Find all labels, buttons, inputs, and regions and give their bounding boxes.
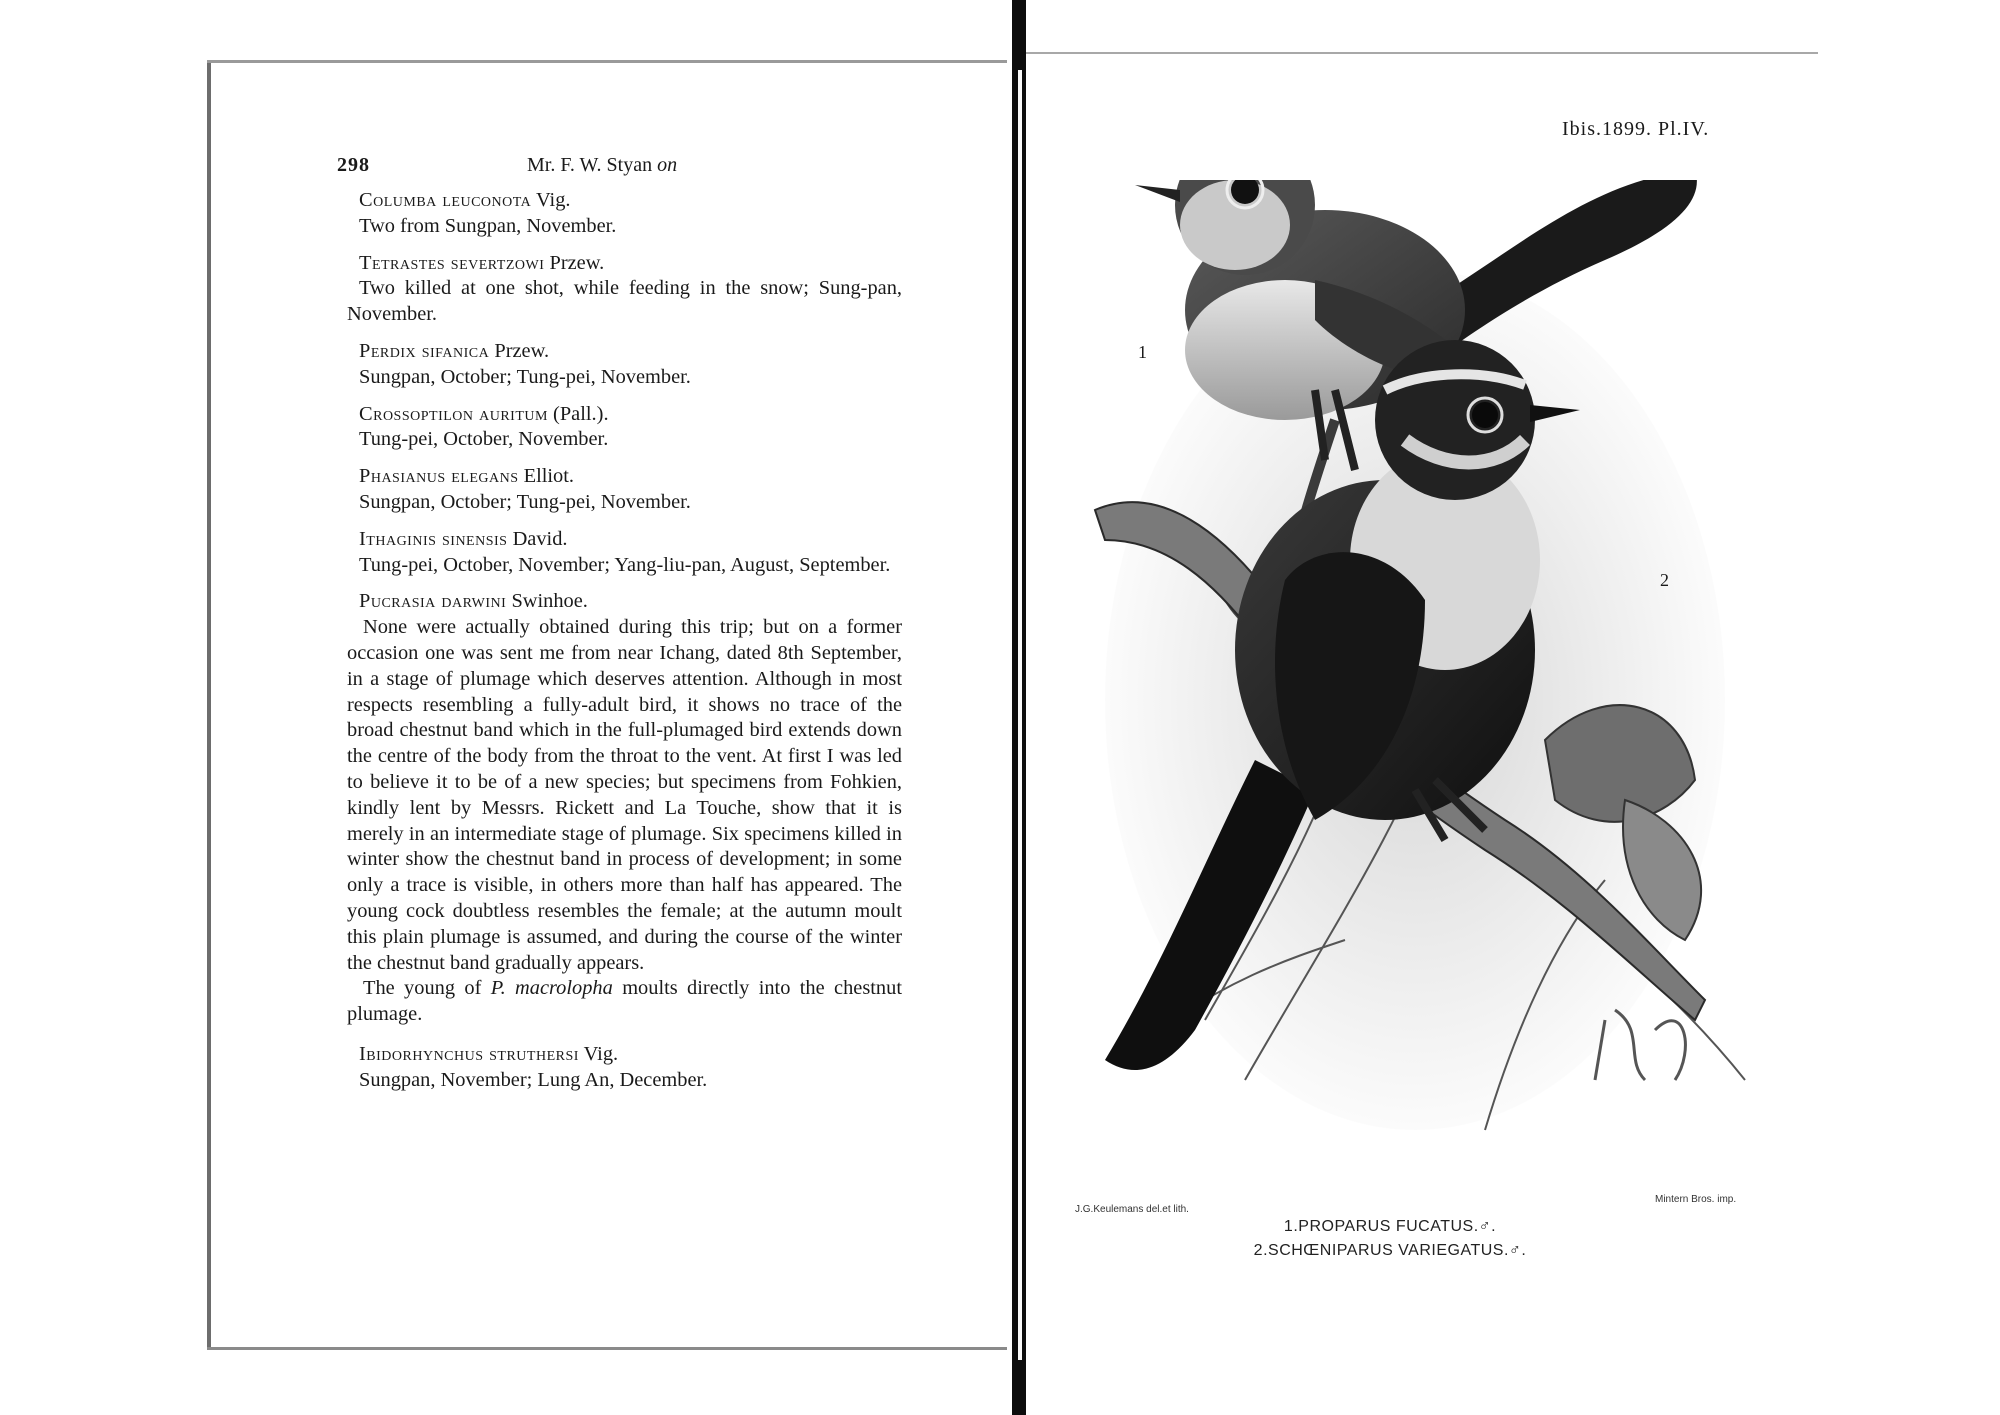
para-italic-species: P. macrolopha (490, 977, 613, 1000)
running-head (337, 154, 927, 184)
species-name: Pucrasia darwini (359, 590, 507, 613)
right-page-top-edge (1026, 52, 1818, 54)
species-entry (347, 188, 902, 240)
bird-2-head (1375, 340, 1535, 500)
species-heading (359, 402, 902, 428)
pucrasia-paragraph: None were actually obtained during this trip; but on a former occasion one was sent me from near Ichang, dated 8th September, in a stage of plumage which deserves attention. Although in most respects resembling a fully-adult bird, it shows no trace of the broad chestnut band which in the full-plumaged bird extends down the centre of the body from the throat to the vent. At first I was led to believe it to be of a new species; but specimens from Fohkien, kindly lent by Messrs. Rickett and La Touche, show that it is merely in an intermediate stage of plumage. Six specimens killed in winter show the chestnut band in process of development; in some only a trace is visible, in others more than half has appeared. The young cock doubtless resembles the female; at the autumn moult this plain plumage is assumed, and during the course of the winter the chestnut band gradually appears. (347, 616, 902, 974)
running-title (527, 154, 677, 177)
species-entry (347, 339, 902, 391)
species-heading (359, 464, 902, 490)
species-record: Two killed at one shot, while feeding in the snow; Sung-pan, November. (347, 277, 902, 326)
species-entry (347, 1042, 902, 1094)
spine-gutter (1018, 70, 1022, 1360)
species-heading (359, 527, 902, 553)
species-name: Ithaginis sinensis (359, 527, 508, 550)
species-heading (359, 589, 902, 615)
species-heading (359, 1042, 902, 1068)
species-author: David. (512, 527, 568, 550)
running-title-text: Mr. F. W. Styan (527, 154, 653, 176)
species-author: Vig. (536, 189, 571, 211)
species-heading (359, 188, 902, 214)
species-record: Sungpan, October; Tung-pei, November. (359, 365, 691, 388)
left-page (207, 60, 1007, 1350)
species-entry (347, 464, 902, 516)
para-text: moults directly into the chestnut plumage. (347, 977, 902, 1026)
species-name: Crossoptilon auritum (359, 402, 548, 425)
bird-2-eye (1472, 402, 1498, 428)
artist-credit: J.G.Keulemans del.et lith. (1075, 1204, 1189, 1215)
left-page-bottom-edge (207, 1347, 1007, 1350)
species-author: (Pall.). (553, 402, 609, 425)
species-entry-pucrasia (347, 589, 902, 1028)
species-heading (359, 251, 902, 277)
plate-caption (1150, 1215, 1630, 1263)
bird-1-beak (1135, 185, 1180, 202)
species-author: Swinhoe. (511, 590, 588, 613)
species-entry (347, 251, 902, 328)
species-name: Columba leuconota (359, 189, 532, 211)
left-page-edge (207, 60, 211, 1350)
figure-label-1: 1 (1138, 342, 1147, 362)
species-record: Two from Sungpan, November. (359, 214, 617, 237)
caption-line-2: 2.SCHŒNIPARUS VARIEGATUS.♂. (1253, 1242, 1527, 1259)
species-record: Tung-pei, October, November; Yang-liu-pan, August, September. (359, 553, 891, 576)
printer-credit: Mintern Bros. imp. (1655, 1194, 1737, 1205)
left-page-top-edge (207, 60, 1007, 63)
species-entry (347, 402, 902, 454)
species-author: Vig. (583, 1042, 619, 1065)
running-title-italic: on (657, 154, 678, 176)
species-author: Przew. (494, 339, 550, 362)
species-record: Sungpan, October; Tung-pei, November. (359, 490, 691, 513)
bird-plate-illustration (1085, 180, 1765, 1170)
species-record: Sungpan, November; Lung An, December. (359, 1068, 708, 1091)
figure-label-2: 2 (1660, 570, 1669, 590)
species-name: Ibidorhynchus struthersi (359, 1042, 579, 1065)
page-number: 298 (337, 154, 370, 176)
para-text: The young of (363, 977, 482, 1000)
species-name: Phasianus elegans (359, 465, 519, 488)
pucrasia-paragraph-2 (347, 976, 902, 1028)
species-entry (347, 527, 902, 579)
species-name: Perdix sifanica (359, 339, 490, 362)
plate-reference: Ibis.1899. Pl.IV. (1562, 118, 1710, 140)
species-author: Elliot. (523, 465, 575, 488)
page-body (347, 188, 902, 1105)
caption-line-1: 1.PROPARUS FUCATUS.♂. (1283, 1218, 1497, 1235)
species-record: Tung-pei, October, November. (359, 428, 609, 451)
species-heading (359, 339, 902, 365)
species-name: Tetrastes severtzowi (359, 251, 545, 274)
species-author: Przew. (549, 251, 605, 274)
